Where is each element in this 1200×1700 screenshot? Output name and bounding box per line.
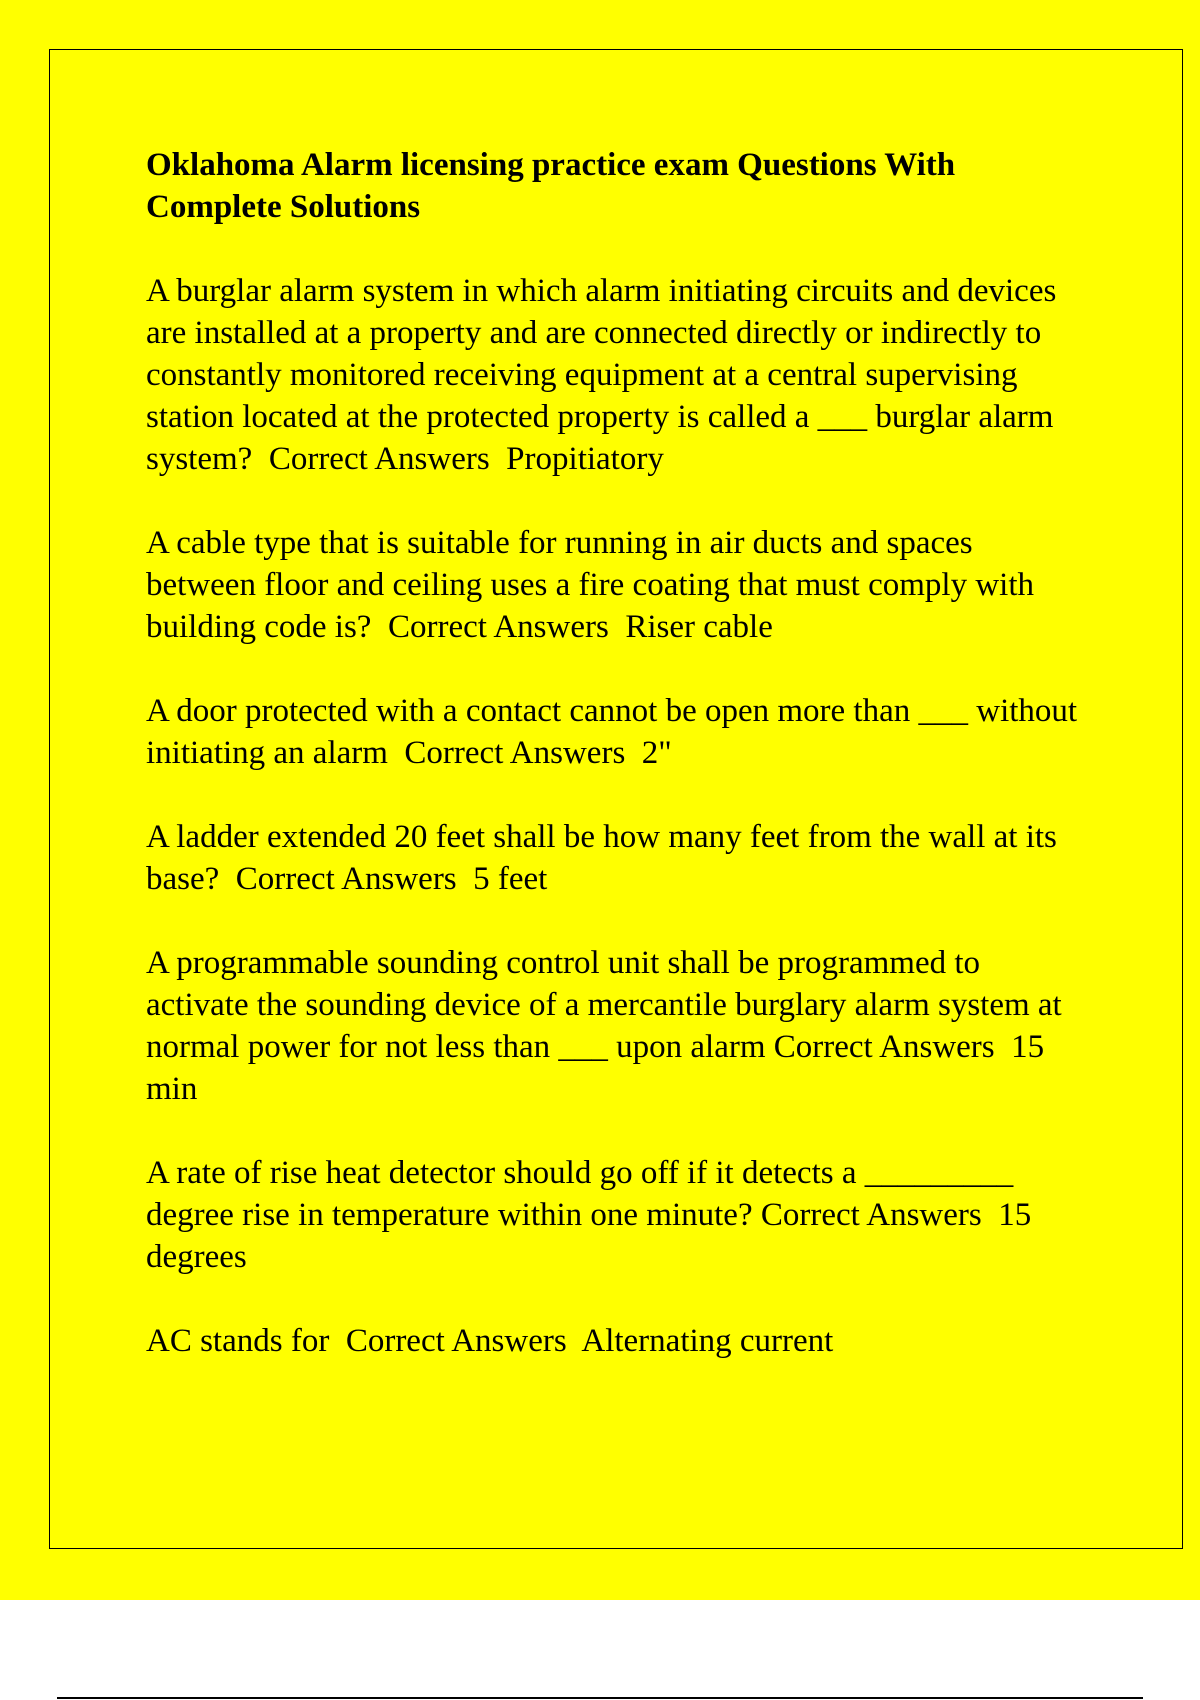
- question-answer-4: A ladder extended 20 feet shall be how many feet from the wall at its base? Correct Answers 5 feet: [146, 819, 1066, 897]
- question-answer-3: A door protected with a contact cannot be open more than ___ without initiating an alarm Correct Answers 2": [146, 693, 1086, 771]
- question-answer-7: AC stands for Correct Answers Alternating current: [146, 1323, 834, 1359]
- question-answer-2: A cable type that is suitable for running in air ducts and spaces between floor and ceiling uses a fire coating that must comply with building code is? Correct Answers Riser cable: [146, 525, 1043, 645]
- document-text-block: [146, 144, 1086, 1362]
- question-answer-1: A burglar alarm system in which alarm initiating circuits and devices are installed at a property and are connected directly or indirectly to constantly monitored receiving equipment at a central supervising station located at the protected property is called a ___ burglar alarm system? Correct Answers Propitiatory: [146, 273, 1065, 477]
- page-bottom-divider: [57, 1697, 1143, 1699]
- question-answer-5: A programmable sounding control unit shall be programmed to activate the sounding device of a mercantile burglary alarm system at normal power for not less than ___ upon alarm Correct Answers 15 min: [146, 945, 1070, 1107]
- question-answer-6: A rate of rise heat detector should go off if it detects a _________ degree rise in temperature within one minute? Correct Answers 15 degrees: [146, 1155, 1040, 1275]
- document-title: Oklahoma Alarm licensing practice exam Questions With Complete Solutions: [146, 147, 956, 225]
